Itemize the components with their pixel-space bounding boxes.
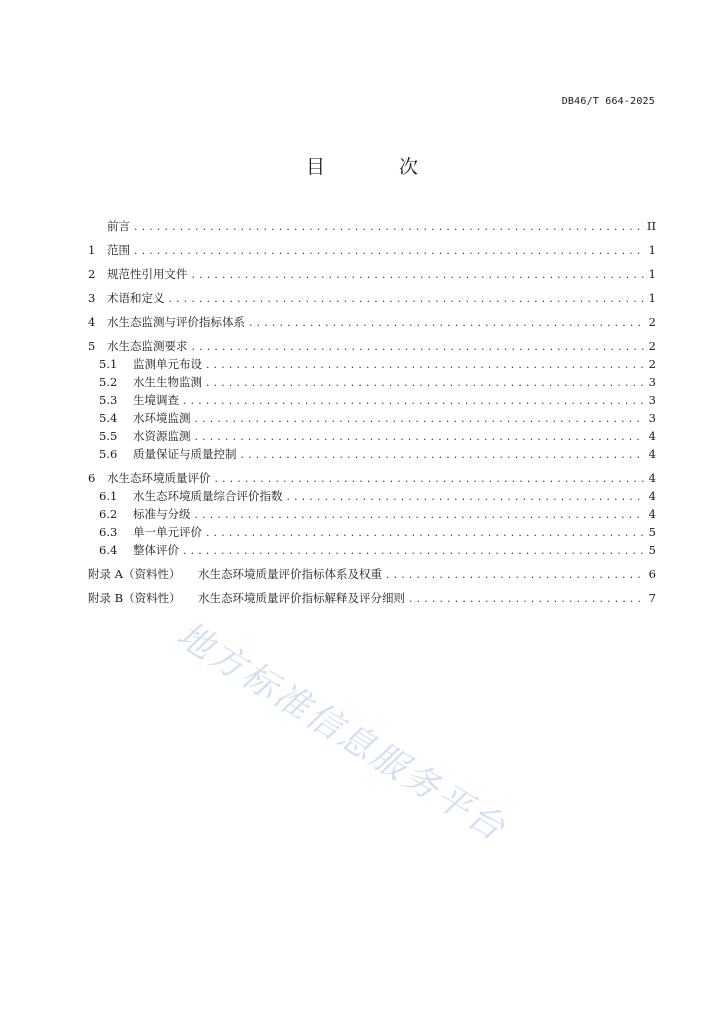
toc-entry[interactable] [88, 266, 656, 284]
toc-entry-number: 6.1 [99, 489, 118, 503]
toc-entry-number: 1 [88, 243, 96, 257]
toc-entry[interactable] [88, 566, 656, 584]
toc-leader-dots [205, 529, 645, 539]
toc-entry-page: 4 [648, 447, 656, 461]
toc-entry-label: 标准与分级 [133, 507, 191, 521]
toc-entry-label: 水生态环境质量评价指标体系及权重 [198, 567, 382, 581]
toc-leader-dots [408, 595, 645, 605]
toc-entry-label: 水生态环境质量评价 [107, 471, 211, 485]
toc-entry-number: 6.2 [99, 507, 118, 521]
toc-entry-number: 4 [88, 315, 96, 329]
toc-entry[interactable] [88, 590, 656, 608]
toc-leader-dots [168, 295, 646, 305]
toc-entry-label: 单一单元评价 [133, 525, 202, 539]
toc-entry-label: 前言 [107, 219, 130, 233]
toc-leader-dots [133, 223, 644, 233]
toc-entry[interactable] [88, 524, 656, 542]
toc-leader-dots [194, 415, 646, 425]
toc-entry[interactable] [88, 488, 656, 506]
toc-entry-page: 3 [648, 411, 656, 425]
toc-entry-page: 3 [648, 393, 656, 407]
toc-entry[interactable] [88, 242, 656, 260]
toc-entry[interactable] [88, 290, 656, 308]
toc-leader-dots [286, 493, 646, 503]
toc-entry[interactable] [88, 338, 656, 356]
toc-entry-number: 2 [88, 267, 96, 281]
toc-entry[interactable] [88, 542, 656, 560]
toc-entry[interactable] [88, 218, 656, 236]
toc-leader-dots [205, 379, 645, 389]
toc-entry-label: 水生生物监测 [133, 375, 202, 389]
toc-entry-number: 3 [88, 291, 96, 305]
table-of-contents [88, 218, 656, 608]
toc-entry-label: 水生态监测与评价指标体系 [107, 315, 245, 329]
toc-entry-page: 5 [648, 525, 656, 539]
toc-entry-label: 术语和定义 [107, 291, 165, 305]
toc-entry-label: 生境调查 [133, 393, 179, 407]
toc-entry[interactable] [88, 374, 656, 392]
toc-entry[interactable] [88, 446, 656, 464]
toc-entry-label: 水生态环境质量综合评价指数 [133, 489, 283, 503]
toc-entry-page: 7 [648, 591, 656, 605]
toc-entry-page: 4 [648, 489, 656, 503]
toc-leader-dots [182, 547, 645, 557]
toc-entry-page: 5 [648, 543, 656, 557]
toc-entry-number: 5.6 [99, 447, 118, 461]
toc-entry-page: II [646, 219, 656, 233]
toc-entry-label: 水生态监测要求 [107, 339, 188, 353]
toc-entry[interactable] [88, 506, 656, 524]
toc-entry-number: 6.4 [99, 543, 118, 557]
toc-entry-label: 质量保证与质量控制 [133, 447, 237, 461]
toc-leader-dots [194, 433, 646, 443]
toc-entry-number: 5.1 [99, 357, 118, 371]
toc-entry-page: 6 [648, 567, 656, 581]
toc-leader-dots [191, 343, 646, 353]
toc-leader-dots [194, 511, 646, 521]
toc-leader-dots [240, 451, 646, 461]
toc-entry-number: 5.2 [99, 375, 118, 389]
toc-entry-page: 1 [648, 267, 656, 281]
watermark: 地方标准信息服务平台 [169, 614, 514, 851]
toc-entry-number: 6.3 [99, 525, 118, 539]
toc-entry-page: 3 [648, 375, 656, 389]
toc-entry[interactable] [88, 314, 656, 332]
toc-entry-label: 监测单元布设 [133, 357, 202, 371]
toc-entry[interactable] [88, 428, 656, 446]
standard-code: DB46/T 664-2025 [561, 96, 655, 107]
toc-entry-number: 附录 A（资料性） [88, 567, 181, 581]
toc-entry-page: 2 [648, 357, 656, 371]
toc-entry-number: 6 [88, 471, 96, 485]
toc-entry-number: 5.3 [99, 393, 118, 407]
toc-entry-page: 2 [648, 315, 656, 329]
toc-entry[interactable] [88, 470, 656, 488]
toc-entry-label: 规范性引用文件 [107, 267, 188, 281]
toc-entry-number: 5.4 [99, 411, 118, 425]
toc-entry-page: 4 [648, 429, 656, 443]
toc-leader-dots [205, 361, 645, 371]
page-title: 目 次 [305, 156, 453, 178]
toc-entry-page: 2 [648, 339, 656, 353]
toc-entry[interactable] [88, 410, 656, 428]
toc-leader-dots [191, 271, 646, 281]
toc-leader-dots [182, 397, 645, 407]
toc-entry[interactable] [88, 392, 656, 410]
toc-entry-page: 4 [648, 507, 656, 521]
toc-entry-label: 范围 [107, 243, 130, 257]
toc-leader-dots [214, 475, 646, 485]
toc-entry-page: 1 [648, 291, 656, 305]
toc-entry-label: 水生态环境质量评价指标解释及评分细则 [198, 591, 405, 605]
toc-leader-dots [385, 571, 645, 581]
toc-entry-page: 4 [648, 471, 656, 485]
toc-entry-page: 1 [648, 243, 656, 257]
toc-entry-number: 5.5 [99, 429, 118, 443]
toc-leader-dots [248, 319, 645, 329]
toc-entry-number: 5 [88, 339, 96, 353]
toc-entry-label: 水环境监测 [133, 411, 191, 425]
toc-leader-dots [133, 247, 645, 257]
toc-entry-label: 水资源监测 [133, 429, 191, 443]
toc-entry-label: 整体评价 [133, 543, 179, 557]
toc-entry-number: 附录 B（资料性） [88, 591, 181, 605]
toc-entry[interactable] [88, 356, 656, 374]
